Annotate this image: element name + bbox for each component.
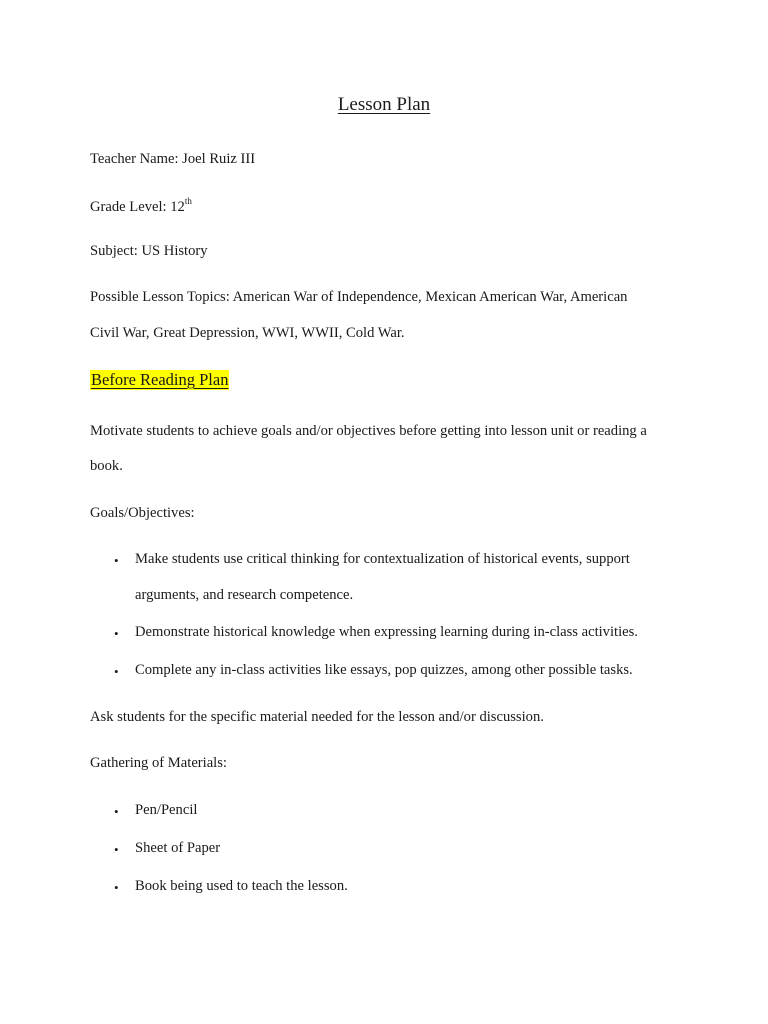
teacher-name: Teacher Name: Joel Ruiz III (90, 151, 256, 167)
motivate-line-1: Motivate students to achieve goals and/or objectives before getting into lesson unit or reading a (90, 423, 647, 439)
section-heading: Before Reading Plan (91, 370, 229, 389)
subject: Subject: US History (90, 243, 208, 259)
goal-item-1-line-1: Make students use critical thinking for contextualization of historical events, support (135, 551, 630, 567)
grade-level-suffix: th (184, 196, 192, 206)
bullet-icon: • (114, 804, 119, 819)
goal-item-2: Demonstrate historical knowledge when expressing learning during in-class activities. (135, 624, 638, 640)
ask-students-line: Ask students for the specific material needed for the lesson and/or discussion. (90, 709, 544, 725)
bullet-icon: • (114, 553, 119, 568)
lesson-topics-line-1: Possible Lesson Topics: American War of Independence, Mexican American War, American (90, 289, 628, 305)
material-item-1: Pen/Pencil (135, 802, 198, 818)
materials-label: Gathering of Materials: (90, 755, 227, 771)
lesson-topics-line-2: Civil War, Great Depression, WWI, WWII, Cold War. (90, 325, 405, 341)
goal-item-3: Complete any in-class activities like essays, pop quizzes, among other possible tasks. (135, 662, 633, 678)
goals-label: Goals/Objectives: (90, 505, 195, 521)
page-title: Lesson Plan (337, 94, 431, 115)
bullet-icon: • (114, 842, 119, 857)
goal-item-1-line-2: arguments, and research competence. (135, 587, 354, 603)
material-item-2: Sheet of Paper (135, 840, 221, 856)
material-item-3: Book being used to teach the lesson. (135, 878, 348, 894)
bullet-icon: • (114, 880, 119, 895)
motivate-line-2: book. (90, 458, 123, 474)
bullet-icon: • (114, 626, 119, 641)
grade-level-text: Grade Level: 12 (90, 198, 185, 215)
bullet-icon: • (114, 664, 119, 679)
grade-level (90, 197, 192, 216)
